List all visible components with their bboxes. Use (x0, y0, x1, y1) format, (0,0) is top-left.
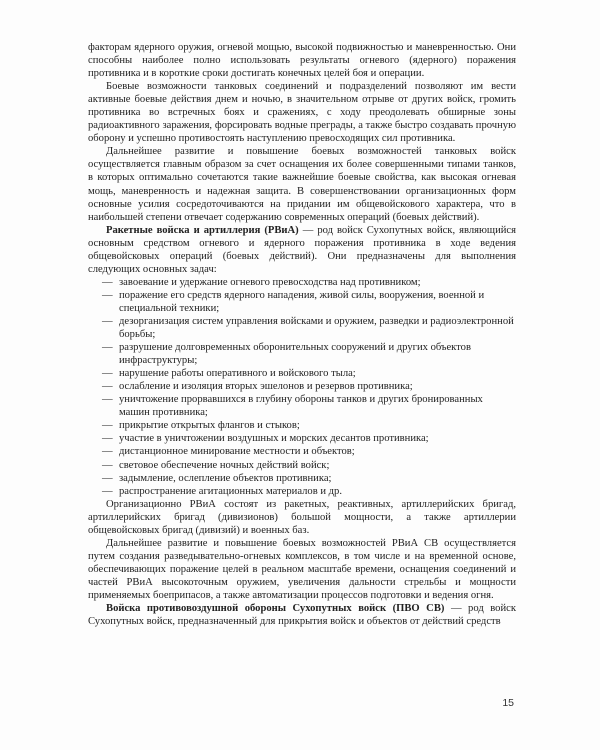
list-dash: — (102, 459, 113, 471)
list-item (88, 432, 516, 445)
list-item (88, 341, 516, 367)
air-defense-term: Войска противовоздушной обороны Сухопутных войск (ПВО СВ) (106, 603, 445, 615)
list-dash: — (102, 381, 113, 393)
list-dash: — (102, 315, 113, 327)
air-defense-definition-text: — род войск Сухопутных войск, предназначенный для прикрытия войск и объектов от действий средств (88, 603, 516, 628)
list-dash: — (102, 485, 113, 497)
list-item-text: дистанционное минирование местности и объектов; (119, 446, 355, 458)
list-dash: — (102, 420, 113, 432)
list-dash: — (102, 394, 113, 406)
list-item-text: завоевание и удержание огневого превосходства над противником; (119, 276, 421, 288)
list-item-text: световое обеспечение ночных действий войск; (119, 459, 330, 471)
page-number: 15 (502, 697, 514, 709)
page-body-text (88, 41, 516, 628)
list-item (88, 445, 516, 458)
list-item (88, 289, 516, 315)
list-item-text: разрушение долговременных оборонительных сооружений и других объектов инфраструктуры; (119, 342, 471, 367)
list-item (88, 367, 516, 380)
paragraph-tank-development: Дальнейшее развитие и повышение боевых возможностей танковых войск осуществляется главным образом за счет оснащения их более совершенными типами танков, в которых оптимально сочетаются такие важнейшие боевые свойства, как высокая огневая мощь, маневренность и надежная защита. В совершенствовании организационных форм основные усилия сосредоточиваются на придании им общевойскового характера, что в наибольшей степени отвечает содержанию современных операций (боевых действий). (88, 146, 516, 223)
list-item-text: дезорганизация систем управления войсками и оружием, разведки и радиоэлектронной борьбы; (119, 315, 514, 341)
rvia-tasks-list (88, 276, 516, 498)
paragraph-rvia-definition (88, 224, 516, 276)
list-dash: — (102, 446, 113, 458)
list-item-text: прикрытие открытых флангов и стыков; (119, 420, 300, 432)
list-item (88, 459, 516, 472)
paragraph-tank-combat-capabilities: Боевые возможности танковых соединений и подразделений позволяют им вести активные боевые действия днем и ночью, в значительном отрыве от других войск, громить противника во встречных боях и сражениях, с ходу преодолевать обширные зоны радиоактивного заражения, форсировать водные преграды, а также быстро создавать прочную оборону и успешно противостоять наступлению превосходящих сил противника. (88, 81, 516, 145)
list-item (88, 315, 516, 341)
list-item-text: ослабление и изоляция вторых эшелонов и резервов противника; (119, 381, 413, 393)
list-dash: — (102, 472, 113, 484)
rvia-definition-text: — род войск Сухопутных войск, являющийся основным средством огневого и ядерного поражения противника в ходе ведения общевойсковых операций (боевых действий). Они предназначены для выполнения следующих основных задач: (88, 224, 516, 275)
list-dash: — (102, 368, 113, 380)
list-item (88, 485, 516, 498)
list-item-text: нарушение работы оперативного и войскового тыла; (119, 368, 356, 380)
paragraph-tank-capabilities-end: факторам ядерного оружия, огневой мощью, высокой подвижностью и маневренностью. Они способны наиболее полно использовать результаты огневого (ядерного) поражения противника и в короткие сроки достигать конечных целей боя и операции. (88, 42, 516, 80)
list-item (88, 380, 516, 393)
list-item-text: распространение агитационных материалов и др. (119, 485, 343, 497)
list-item-text: задымление, ослепление объектов противника; (119, 472, 332, 484)
paragraph-rvia-organization: Организационно РВиА состоят из ракетных, реактивных, артиллерийских бригад, артиллерийских бригад (дивизионов) большой мощности, а также артиллерии общевойсковых бригад (дивизий) и военных баз. (88, 498, 516, 536)
rvia-term: Ракетные войска и артиллерия (РВиА) (106, 224, 299, 236)
list-dash: — (102, 289, 113, 301)
list-dash: — (102, 433, 113, 445)
list-dash: — (102, 342, 113, 354)
list-item (88, 393, 516, 419)
list-item (88, 419, 516, 432)
paragraph-rvia-development: Дальнейшее развитие и повышение боевых возможностей РВиА СВ осуществляется путем создания разведывательно-огневых комплексов, в том числе и на временной основе, обеспечивающих поражение целей в реальном масштабе времени, оснащения соединений и частей РВиА высокоточным оружием, увеличения дальности стрельбы и мощности применяемых боеприпасов, а также автоматизации процессов подготовки и ведения огня. (88, 537, 516, 601)
list-item (88, 276, 516, 289)
list-item-text: участие в уничтожении воздушных и морских десантов противника; (119, 433, 429, 445)
list-item-text: поражение его средств ядерного нападения, живой силы, вооружения, военной и специальной техники; (119, 289, 485, 314)
paragraph-air-defense-definition (88, 602, 516, 628)
list-item-text: уничтожение прорвавшихся в глубину обороны танков и других бронированных машин противника; (119, 394, 483, 419)
list-dash: — (102, 276, 113, 288)
list-item (88, 472, 516, 485)
